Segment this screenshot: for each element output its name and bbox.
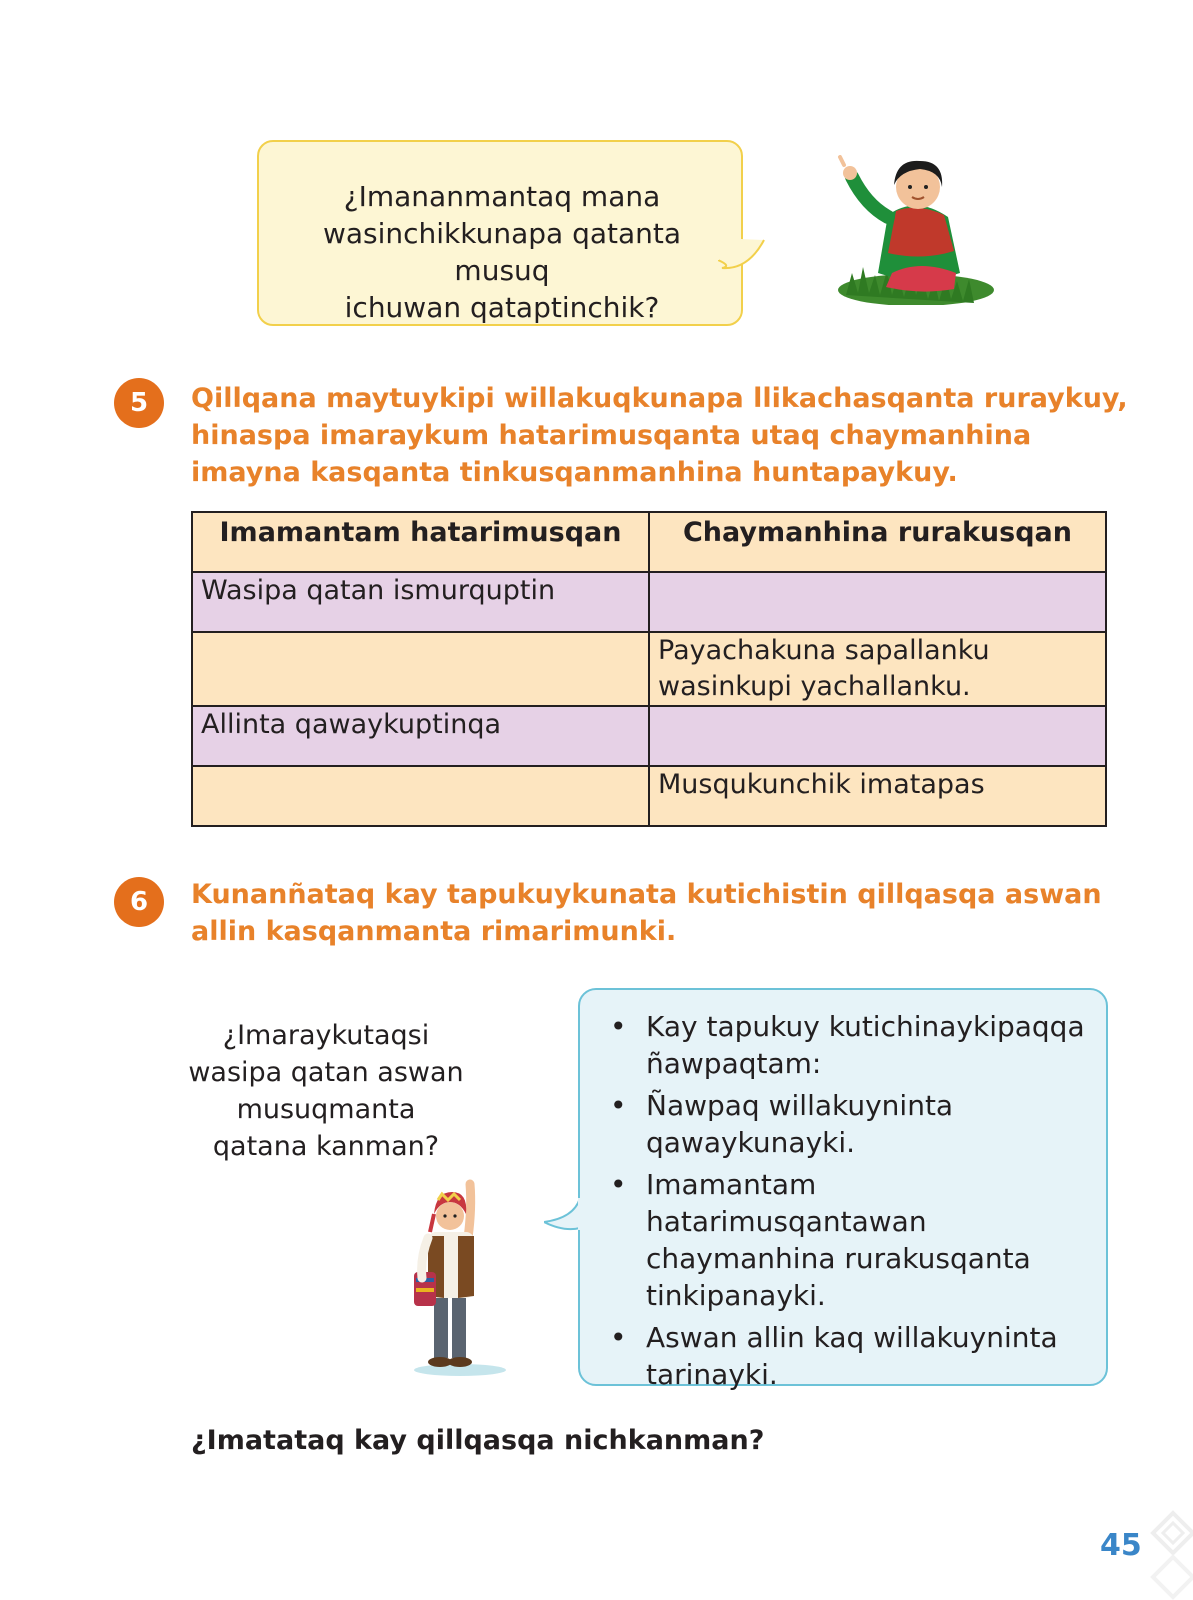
bullet: •: [610, 1321, 627, 1354]
speech-bubble-text: ¿Imananmantaq mana wasinchikkunapa qatanta musuq ichuwan qataptinchik?: [322, 180, 682, 324]
table-cell[interactable]: [649, 572, 1106, 632]
table-cell: Wasipa qatan ismurquptin: [192, 572, 649, 632]
list-item: • Aswan allin kaq willakuyninta tarinayki.: [610, 1321, 1058, 1391]
corner-diamond-decoration: [1143, 1505, 1193, 1600]
table-cell[interactable]: [192, 766, 649, 826]
list-item: • Ñawpaq willakuyninta qawaykunayki.: [610, 1089, 954, 1159]
table-header-cause: Imamantam hatarimusqan: [192, 512, 649, 572]
bullet: •: [610, 1168, 627, 1201]
table-header-effect: Chaymanhina rurakusqan: [649, 512, 1106, 572]
tips-bubble-tail: [544, 1198, 584, 1238]
list-item: • Kay tapukuy kutichinaykipaqqa ñawpaqtam:: [610, 1010, 1085, 1080]
page-number: 45: [1100, 1528, 1142, 1563]
table-cell[interactable]: [649, 706, 1106, 766]
table-cell: Payachakuna sapallanku wasinkupi yachallanku.: [649, 632, 1106, 706]
bullet: •: [610, 1010, 627, 1043]
table-cell[interactable]: [192, 632, 649, 706]
activity-5-instructions: Qillqana maytuykipi willakuqkunapa llikachasqanta ruraykuy, hinaspa imaraykum hatarimusqanta utaq chaymanhina imayna kasqanta tinkusqanmanhina huntapaykuy.: [191, 383, 1128, 488]
activity-number-badge: 6: [114, 877, 164, 927]
girl-illustration: [836, 155, 996, 305]
bullet: •: [610, 1089, 627, 1122]
boy-illustration: [410, 1178, 510, 1378]
closing-question: ¿Imatataq kay qillqasqa nichkanman?: [191, 1425, 765, 1456]
table-row: [192, 632, 1106, 706]
table-cell: Musqukunchik imatapas: [649, 766, 1106, 826]
table-cell: Allinta qawaykuptinqa: [192, 706, 649, 766]
tips-list: [604, 1008, 1104, 1398]
list-item: • Imamantam hatarimusqantawan chaymanhina rurakusqanta tinkipanayki.: [610, 1168, 1031, 1312]
cause-effect-table: [191, 511, 1107, 827]
table-row: [192, 766, 1106, 826]
boy-question-text: ¿Imaraykutaqsi wasipa qatan aswan musuqmanta qatana kanman?: [188, 1020, 464, 1162]
table-row: [192, 572, 1106, 632]
table-row: [192, 706, 1106, 766]
activity-number-badge: 5: [114, 378, 164, 428]
activity-6-instructions: Kunanñataq kay tapukuykunata kutichistin qillqasqa aswan allin kasqanmanta rimarimunki.: [191, 879, 1102, 947]
